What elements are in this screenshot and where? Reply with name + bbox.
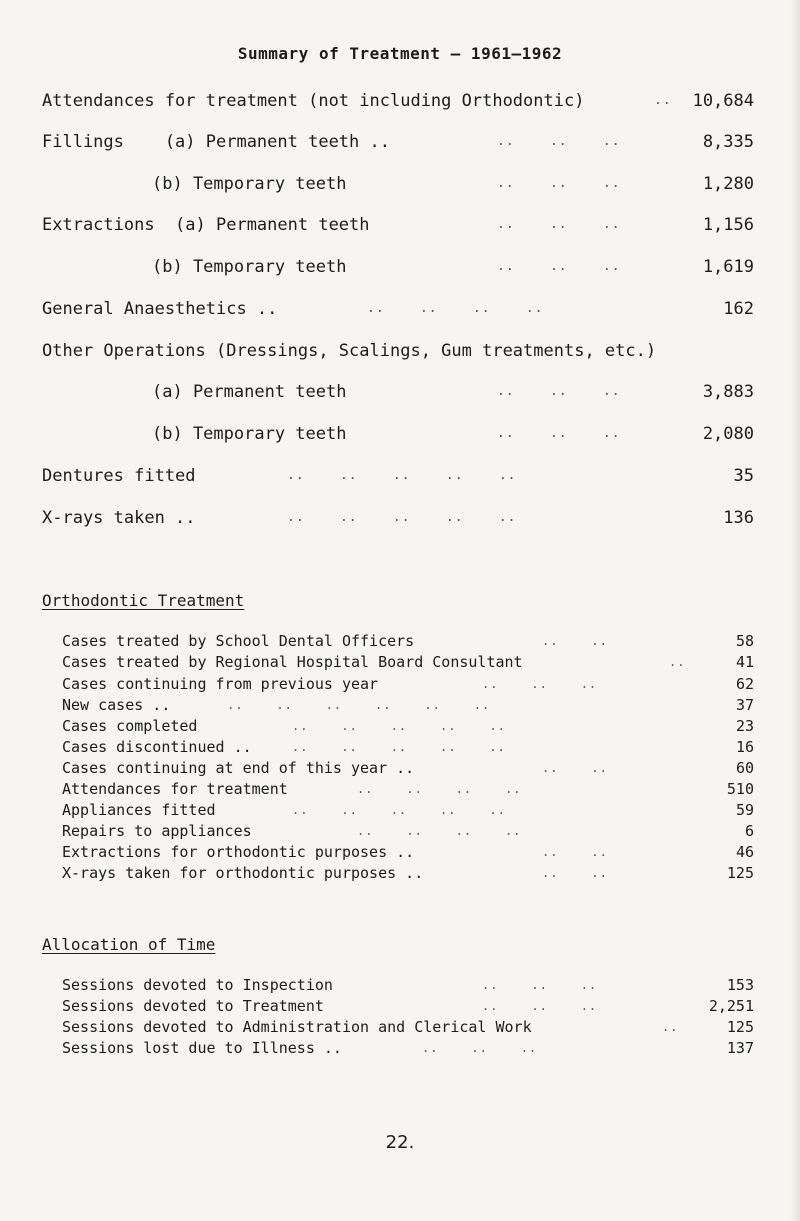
row-value: 8,335 bbox=[702, 132, 754, 152]
list-item bbox=[62, 1017, 754, 1037]
list-item bbox=[62, 863, 754, 883]
list-item bbox=[62, 779, 754, 799]
treatment-row bbox=[152, 380, 754, 404]
page-edge-shadow bbox=[790, 0, 800, 1221]
leader-dots: .. .. .. bbox=[497, 134, 621, 149]
row-label: Cases continuing at end of this year .. bbox=[62, 759, 415, 777]
leader-dots: .. .. .. bbox=[497, 259, 621, 274]
row-label: Extractions for orthodontic purposes .. bbox=[62, 843, 415, 861]
treatment-row bbox=[42, 506, 754, 530]
row-label: Attendances for treatment (not including Orthodontic) bbox=[42, 91, 585, 111]
treatment-row bbox=[152, 255, 754, 279]
list-item bbox=[62, 1038, 754, 1058]
list-item bbox=[62, 800, 754, 820]
row-value: 35 bbox=[733, 466, 754, 486]
row-label: (b) Temporary teeth bbox=[152, 424, 347, 444]
row-label: (a) Permanent teeth bbox=[152, 382, 347, 402]
row-value: 10,684 bbox=[692, 91, 754, 111]
row-label: New cases .. bbox=[62, 696, 171, 714]
row-value: 153 bbox=[726, 976, 754, 994]
orthodontic-heading: Orthodontic Treatment bbox=[42, 591, 245, 610]
leader-dots: .. .. .. bbox=[422, 1041, 538, 1055]
list-item bbox=[62, 821, 754, 841]
row-value: 125 bbox=[726, 864, 754, 882]
row-label: General Anaesthetics .. bbox=[42, 299, 278, 319]
row-value: 136 bbox=[723, 508, 754, 528]
row-value: 1,280 bbox=[702, 174, 754, 194]
row-value: 59 bbox=[735, 801, 754, 819]
list-item bbox=[62, 652, 754, 672]
leader-dots: .. .. .. bbox=[497, 217, 621, 232]
row-label: Cases treated by Regional Hospital Board Consultant bbox=[62, 653, 523, 671]
row-value: 37 bbox=[735, 696, 754, 714]
leader-dots: .. .. .. bbox=[497, 426, 621, 441]
treatment-row bbox=[42, 89, 754, 113]
treatment-row bbox=[42, 464, 754, 488]
list-item bbox=[62, 631, 754, 651]
leader-dots: .. .. .. .. .. bbox=[287, 468, 517, 483]
row-label: Fillings (a) Permanent teeth .. bbox=[42, 132, 390, 152]
page-number: 22. bbox=[385, 1132, 415, 1153]
leader-dots: .. bbox=[669, 655, 686, 669]
row-value: 41 bbox=[735, 653, 754, 671]
list-item bbox=[62, 996, 754, 1016]
row-value: 60 bbox=[735, 759, 754, 777]
list-item bbox=[62, 737, 754, 757]
leader-dots: .. .. .. .. bbox=[367, 301, 544, 316]
row-label: Repairs to appliances bbox=[62, 822, 252, 840]
row-label: Sessions devoted to Treatment bbox=[62, 997, 324, 1015]
row-label: Sessions devoted to Inspection bbox=[62, 976, 333, 994]
row-value: 16 bbox=[735, 738, 754, 756]
leader-dots: .. bbox=[654, 93, 672, 108]
leader-dots: .. .. .. bbox=[497, 384, 621, 399]
row-label: Cases completed bbox=[62, 717, 198, 735]
row-value: 2,251 bbox=[708, 997, 754, 1015]
row-label: X-rays taken .. bbox=[42, 508, 196, 528]
leader-dots: .. .. .. .. .. bbox=[292, 719, 506, 733]
leader-dots: .. .. .. bbox=[482, 978, 598, 992]
row-value: 58 bbox=[735, 632, 754, 650]
row-label: Sessions devoted to Administration and Clerical Work bbox=[62, 1018, 532, 1036]
row-value: 125 bbox=[726, 1018, 754, 1036]
row-value: 2,080 bbox=[702, 424, 754, 444]
row-label: Cases discontinued .. bbox=[62, 738, 252, 756]
leader-dots: .. .. .. .. .. .. bbox=[227, 698, 491, 712]
row-value: 1,156 bbox=[702, 215, 754, 235]
row-value: 46 bbox=[735, 843, 754, 861]
row-value: 23 bbox=[735, 717, 754, 735]
row-label: Extractions (a) Permanent teeth bbox=[42, 215, 370, 235]
row-value: 137 bbox=[726, 1039, 754, 1057]
leader-dots: .. .. bbox=[542, 866, 608, 880]
leader-dots: .. .. .. bbox=[482, 999, 598, 1013]
row-value: 162 bbox=[723, 299, 754, 319]
treatment-row bbox=[42, 213, 754, 237]
allocation-heading: Allocation of Time bbox=[42, 935, 216, 954]
list-item bbox=[62, 842, 754, 862]
row-label: Appliances fitted bbox=[62, 801, 216, 819]
treatment-row bbox=[152, 422, 754, 446]
treatment-row bbox=[152, 172, 754, 196]
row-label: Other Operations (Dressings, Scalings, Gum treatments, etc.) bbox=[42, 341, 657, 361]
row-value: 6 bbox=[744, 822, 754, 840]
row-value: 3,883 bbox=[702, 382, 754, 402]
row-label: X-rays taken for orthodontic purposes .. bbox=[62, 864, 424, 882]
row-value: 510 bbox=[726, 780, 754, 798]
leader-dots: .. .. .. bbox=[482, 677, 598, 691]
row-label: Attendances for treatment bbox=[62, 780, 288, 798]
list-item bbox=[62, 758, 754, 778]
leader-dots: .. .. bbox=[542, 761, 608, 775]
row-value: 62 bbox=[735, 675, 754, 693]
leader-dots: .. .. .. bbox=[497, 176, 621, 191]
list-item bbox=[62, 975, 754, 995]
row-label: Cases continuing from previous year bbox=[62, 675, 379, 693]
leader-dots: .. .. .. .. .. bbox=[292, 740, 506, 754]
row-value: 1,619 bbox=[702, 257, 754, 277]
leader-dots: .. bbox=[662, 1020, 679, 1034]
row-label: Sessions lost due to Illness .. bbox=[62, 1039, 342, 1057]
leader-dots: .. .. .. .. bbox=[357, 782, 522, 796]
leader-dots: .. .. .. .. .. bbox=[292, 803, 506, 817]
row-label: Cases treated by School Dental Officers bbox=[62, 632, 415, 650]
treatment-row bbox=[42, 339, 754, 363]
leader-dots: .. .. .. .. .. bbox=[287, 510, 517, 525]
row-label: (b) Temporary teeth bbox=[152, 257, 347, 277]
row-label: Dentures fitted bbox=[42, 466, 196, 486]
page-title: Summary of Treatment – 1961–1962 bbox=[237, 44, 563, 63]
list-item bbox=[62, 695, 754, 715]
leader-dots: .. .. bbox=[542, 845, 608, 859]
list-item bbox=[62, 674, 754, 694]
treatment-row bbox=[42, 297, 754, 321]
list-item bbox=[62, 716, 754, 736]
treatment-row bbox=[42, 130, 754, 154]
row-label: (b) Temporary teeth bbox=[152, 174, 347, 194]
leader-dots: .. .. .. .. bbox=[357, 824, 522, 838]
leader-dots: .. .. bbox=[542, 634, 608, 648]
